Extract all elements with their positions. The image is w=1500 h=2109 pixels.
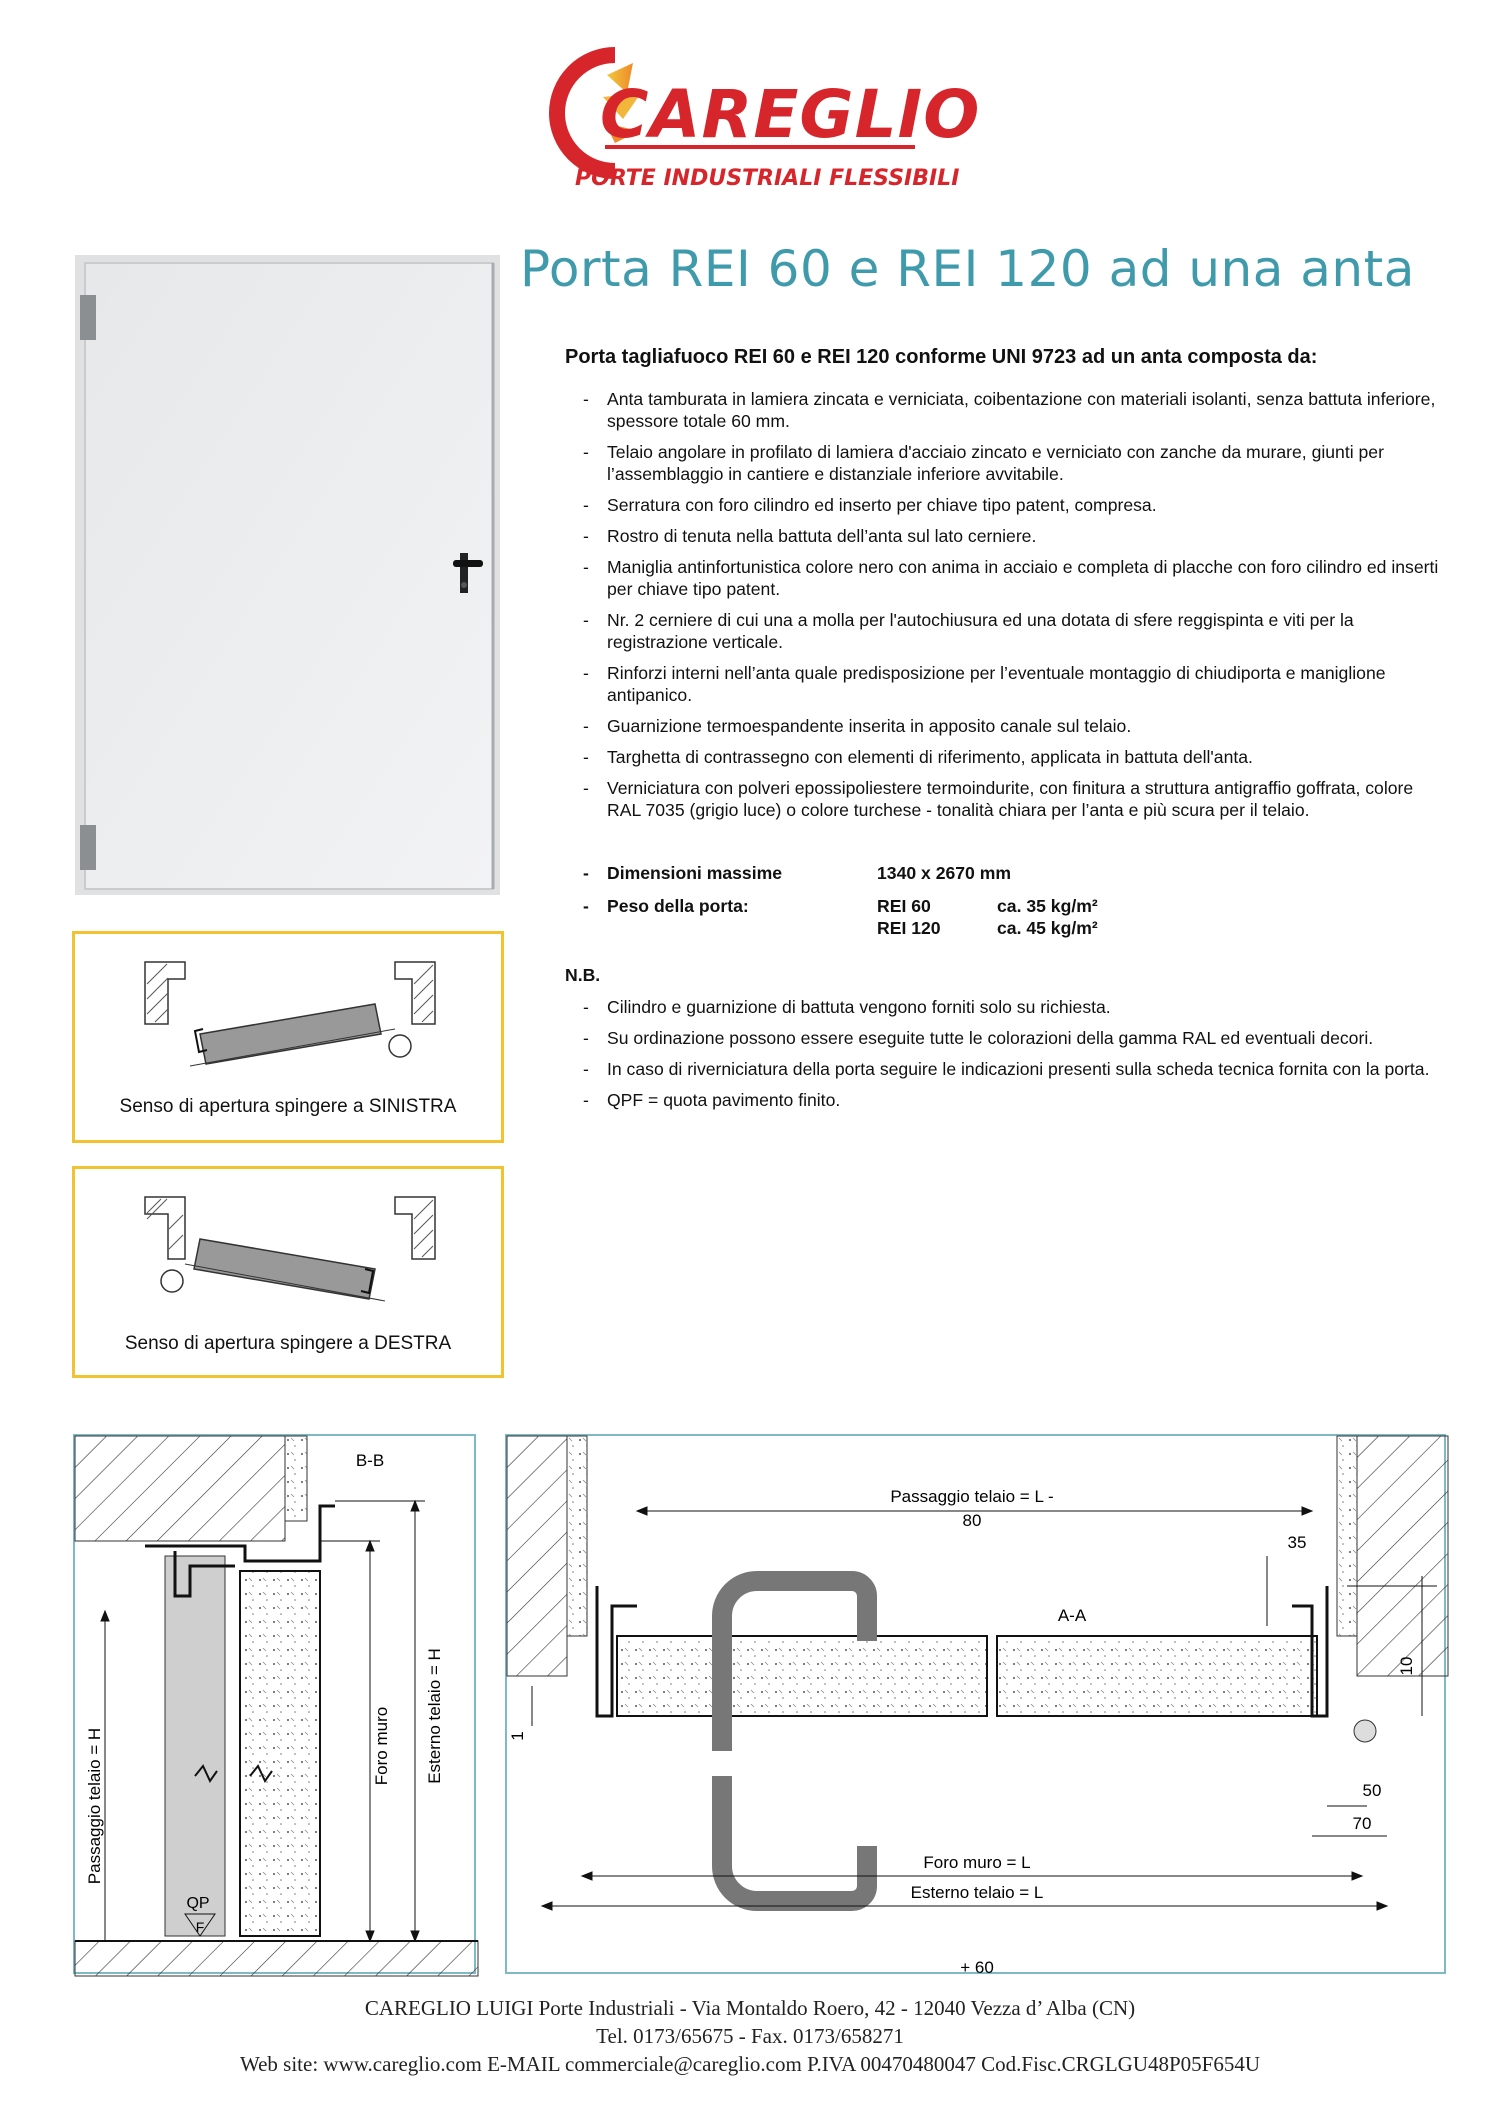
spec-item: - Verniciatura con polveri epossipoliestere termoindurite, con finitura a struttura antigraffio goffrata, colore RAL 7035 (grigio luce) o colore turchese - tonalità chiara per l’anta e più scura per il telaio. <box>577 777 1447 821</box>
footer-contacts: Web site: www.careglio.com E-MAIL commerciale@careglio.com P.IVA 00470480047 Cod.Fisc.CRGLGU48P05F654U <box>239 2052 1261 2076</box>
bb-qpf-label: QP <box>186 1895 210 1912</box>
aa-passaggio-label: Passaggio telaio = L - <box>890 1487 1054 1506</box>
spec-item: - Telaio angolare in profilato di lamiera d'acciaio zincato e verniciato con zanche da murare, giunti per l’assemblaggio in cantiere e distanziale inferiore avvitabile. <box>577 441 1447 485</box>
spec-intro: Porta tagliafuoco REI 60 e REI 120 conforme UNI 9723 ad un anta composta da: <box>565 346 1318 368</box>
bb-qpf-label: F <box>195 1919 205 1935</box>
aa-passaggio-value: 80 <box>962 1511 982 1530</box>
bb-esterno-label: Esterno telaio = H <box>425 1648 444 1784</box>
aa-foro-label: Foro muro = L <box>923 1853 1031 1872</box>
footer-phone: Tel. 0173/65675 - Fax. 0173/658271 <box>596 2024 904 2048</box>
nb-item: - In caso di riverniciatura della porta seguire le indicazioni presenti sulla scheda tecnica fornita con la porta. <box>577 1058 1447 1080</box>
spec-item: - Rostro di tenuta nella battuta dell’anta sul lato cerniere. <box>577 525 1447 547</box>
opening-caption-right: Senso di apertura spingere a DESTRA <box>124 1333 452 1354</box>
nb-item: - QPF = quota pavimento finito. <box>577 1089 1447 1111</box>
spec-item: - Nr. 2 cerniere di cui una a molla per l'autochiusura ed una dotata di sfere reggispinta e viti per la registrazione verticale. <box>577 609 1447 653</box>
aa-esterno-label: Esterno telaio = L <box>910 1883 1044 1902</box>
spec-item: - Rinforzi interni nell’anta quale predisposizione per l’eventuale montaggio di chiudiporta e maniglione antipanico. <box>577 662 1447 706</box>
weight-row <box>577 895 1447 938</box>
dimensions-label: Dimensioni massime <box>607 863 783 883</box>
footer-address: CAREGLIO LUIGI Porte Industriali - Via Montaldo Roero, 42 - 12040 Vezza d’ Alba (CN) <box>364 1996 1136 2020</box>
dimensions-row <box>577 862 1447 884</box>
aa-dim-35: 35 <box>1287 1533 1307 1552</box>
footer <box>0 1994 1500 2078</box>
aa-dim-1: 1 <box>508 1731 527 1741</box>
spec-item: - Maniglia antinfortunistica colore nero con anima in acciaio e completa di placche con foro cilindro ed inserti per chiave tipo patent. <box>577 556 1447 600</box>
nb-title: N.B. <box>565 965 601 985</box>
spec-item: - Guarnizione termoespandente inserita in apposito canale sul telaio. <box>577 715 1447 737</box>
spec-item: - Anta tamburata in lamiera zincata e verniciata, coibentazione con materiali isolanti, senza battuta inferiore, spessore totale 60 mm. <box>577 388 1447 432</box>
opening-caption-left: Senso di apertura spingere a SINISTRA <box>119 1096 457 1117</box>
aa-dim-10: 10 <box>1397 1656 1416 1676</box>
weight-label: Peso della porta: <box>607 896 749 916</box>
bb-foro-label: Foro muro <box>372 1706 391 1786</box>
weight-value: ca. 45 kg/m² <box>997 918 1098 938</box>
nb-list <box>577 996 1447 1120</box>
opening-diagram-right <box>72 1166 504 1378</box>
weight-type: REI 120 <box>877 918 941 938</box>
bb-label: B-B <box>355 1451 385 1470</box>
dimensions-value: 1340 x 2670 mm <box>877 863 1012 883</box>
door-photo <box>75 255 500 895</box>
nb-item: - Cilindro e guarnizione di battuta vengono forniti solo su richiesta. <box>577 996 1447 1018</box>
aa-dim-50: 50 <box>1362 1781 1382 1800</box>
spec-item: - Serratura con foro cilindro ed inserto per chiave tipo patent, compresa. <box>577 494 1447 516</box>
spec-item: - Targhetta di contrassegno con elementi di riferimento, applicata in battuta dell'anta. <box>577 746 1447 768</box>
logo-tagline: PORTE INDUSTRIALI FLESSIBILI <box>575 166 960 191</box>
opening-diagram-left <box>72 931 504 1143</box>
weight-value: ca. 35 kg/m² <box>997 896 1098 916</box>
section-aa-drawing <box>505 1434 1446 1977</box>
logo-text: CAREGLIO <box>600 76 981 153</box>
company-logo <box>545 35 981 200</box>
bb-passaggio-label: Passaggio telaio = H <box>85 1727 104 1885</box>
aa-label: A-A <box>1057 1606 1087 1625</box>
spec-list <box>577 388 1447 830</box>
section-bb-drawing <box>73 1434 476 1974</box>
nb-item: - Su ordinazione possono essere eseguite tutte le colorazioni della gamma RAL ed eventuali decori. <box>577 1027 1447 1049</box>
aa-dim-70: 70 <box>1352 1814 1372 1833</box>
page-title: Porta REI 60 e REI 120 ad una anta <box>520 240 1415 298</box>
weight-type: REI 60 <box>877 896 931 916</box>
aa-esterno-value: + 60 <box>960 1958 994 1977</box>
